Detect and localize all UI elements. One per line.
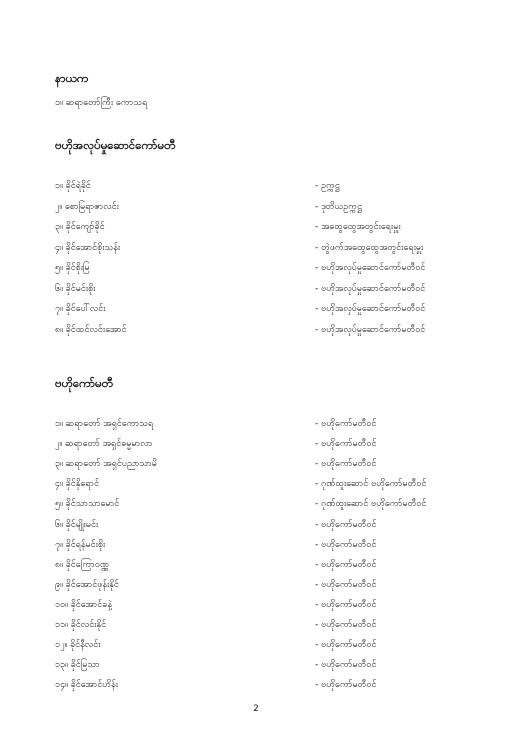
member-role: - ဗဟိုအလုပ်မှုဆောင်ကော်မတီဝင် bbox=[315, 283, 426, 294]
member-role: - ဗဟိုကော်မတီဝင် bbox=[315, 519, 377, 530]
member-row bbox=[55, 221, 475, 235]
member-name: ၂။ စောမြရာဇာလင်း bbox=[55, 201, 119, 212]
member-role: - ဗဟိုကော်မတီဝင် bbox=[315, 459, 377, 470]
member-role: - ဗဟိုကော်မတီဝင် bbox=[315, 539, 377, 550]
member-name: ၁။ ဆရာတော် အရှင်ကောသရ bbox=[55, 419, 154, 429]
member-name: ၆။ ခိုင်မျိုးမင်း bbox=[55, 519, 99, 530]
member-row bbox=[55, 303, 475, 317]
member-role: - တွဲဖက်အထွေထွေအတွင်းရေးမှူး bbox=[315, 242, 424, 253]
member-role: - ဗဟိုအလုပ်မှုဆောင်ကော်မတီဝင် bbox=[315, 263, 426, 273]
member-name: ၂။ ဆရာတော် အရှင်ဓမ္မမာလာ bbox=[55, 439, 153, 450]
member-name: ၁၂။ ခိုင်နီလင်း bbox=[55, 640, 101, 651]
executive-section-title: ဗဟိုအလုပ်မှုဆောင်ကော်မတီ bbox=[55, 138, 176, 152]
member-row bbox=[55, 180, 475, 194]
member-name: ၄။ ခိုင်နိုရောင် bbox=[55, 479, 100, 490]
member-row bbox=[55, 619, 475, 633]
member-row bbox=[55, 458, 475, 472]
member-row bbox=[55, 599, 475, 613]
member-name: ၁၄။ ခိုင်အောင်ဟိန်း bbox=[55, 680, 119, 691]
member-name: ၃။ ခိုင်ကျော်ခိုင် bbox=[55, 222, 105, 232]
member-role: - ဗဟိုကော်မတီဝင် bbox=[315, 599, 377, 610]
member-role: - ဗဟိုအလုပ်မှုဆောင်ကော်မတီဝင် bbox=[315, 304, 426, 314]
member-role: - ဗဟိုကော်မတီဝင် bbox=[315, 419, 377, 429]
member-name: ၁၀။ ခိုင်အောင်ခနဲ့ bbox=[55, 599, 112, 610]
member-name: ၇။ ခိုင်ပေါ်လင်း bbox=[55, 304, 106, 314]
central-section-title: ဗဟိုကော်မတီ bbox=[55, 376, 113, 390]
member-name: ၉။ ခိုင်အောင်ဖုန်းနိုင် bbox=[55, 579, 119, 590]
member-row bbox=[55, 324, 475, 338]
member-name: ၃။ ဆရာတော် အရှင်ပညာသာမိ bbox=[55, 459, 157, 470]
member-name: ၁၁။ ခိုင်လင်းနိုင် bbox=[55, 620, 107, 630]
member-row bbox=[55, 559, 475, 573]
member-role: - ဗဟိုကော်မတီဝင် bbox=[315, 660, 377, 671]
member-row bbox=[55, 659, 475, 673]
member-row bbox=[55, 478, 475, 492]
member-name: ၆။ ခိုင်မင်းစိုး bbox=[55, 283, 96, 294]
member-row bbox=[55, 283, 475, 297]
member-name: ၅။ ခိုင်သာသာမောင် bbox=[55, 499, 120, 510]
member-role: - အထွေထွေအတွင်းရေးမှူး bbox=[315, 222, 401, 232]
member-row bbox=[55, 242, 475, 256]
page-number: 2 bbox=[253, 704, 259, 714]
member-role: - ဗဟိုကော်မတီဝင် bbox=[315, 640, 377, 651]
member-role: - ဥက္ကဋ္ဌ bbox=[315, 181, 340, 191]
leader-item: ၁။ ဆရာတော်ကြီး ကောသရ bbox=[55, 98, 148, 108]
member-row bbox=[55, 418, 475, 432]
member-row bbox=[55, 639, 475, 653]
member-name: ၈။ ခိုင်ထင်လင်းအောင် bbox=[55, 324, 127, 335]
member-name: ၄။ ခိုင်အောင်စိုးသန်း bbox=[55, 242, 121, 253]
member-name: ၁၃။ ခိုင်မြသာ bbox=[55, 660, 100, 671]
member-role: - ဂုဏ်ထူးဆောင် ဗဟိုကော်မတီဝင် bbox=[315, 479, 427, 490]
member-role: - ဗဟိုကော်မတီဝင် bbox=[315, 620, 377, 630]
member-name: ၈။ ခိုင်ကြောဝဏ္ဏ bbox=[55, 559, 109, 570]
member-role: - ဗဟိုကော်မတီဝင် bbox=[315, 680, 377, 691]
member-row bbox=[55, 519, 475, 533]
member-row bbox=[55, 262, 475, 276]
member-row bbox=[55, 498, 475, 512]
member-row bbox=[55, 579, 475, 593]
member-row bbox=[55, 201, 475, 215]
member-name: ၇။ ခိုင်ရန်မင်းစိုး bbox=[55, 539, 106, 550]
member-name: ၁။ ခိုင်ရဲခိုင် bbox=[55, 181, 91, 191]
member-row bbox=[55, 679, 475, 693]
member-row bbox=[55, 438, 475, 452]
member-role: - ဗဟိုကော်မတီဝင် bbox=[315, 439, 377, 450]
member-name: ၅။ ခိုင်စိုးမြ bbox=[55, 263, 90, 273]
member-role: - ဗဟိုကော်မတီဝင် bbox=[315, 579, 377, 590]
member-role: - ဗဟိုကော်မတီဝင် bbox=[315, 559, 377, 570]
member-role: - ဗဟိုအလုပ်မှုဆောင်ကော်မတီဝင် bbox=[315, 324, 426, 335]
member-role: - ဂုဏ်ထူးဆောင် ဗဟိုကော်မတီဝင် bbox=[315, 499, 427, 510]
leader-section-title: နာယက bbox=[55, 71, 89, 85]
member-role: - ဒုတိယဥက္ကဋ္ဌ bbox=[315, 201, 362, 212]
member-row bbox=[55, 539, 475, 553]
